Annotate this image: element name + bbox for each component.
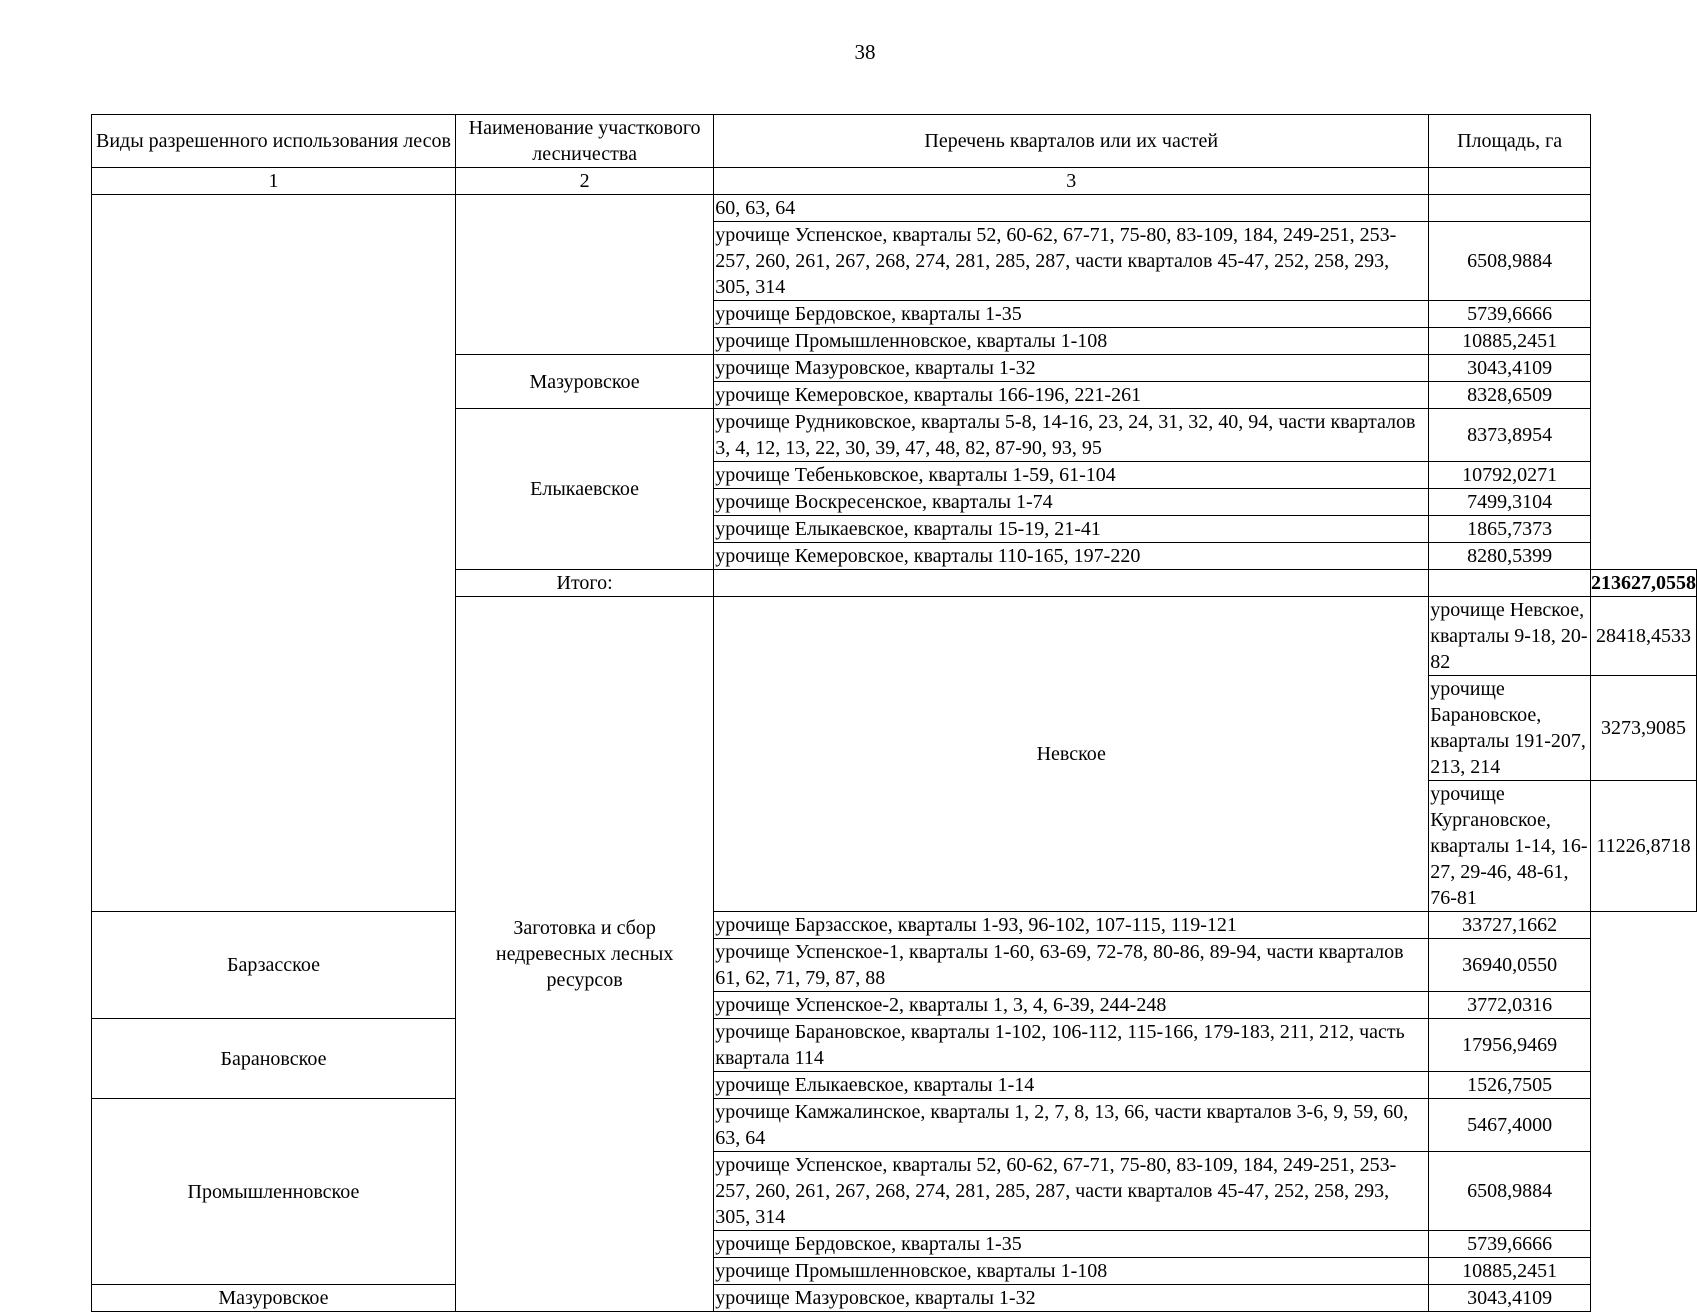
forestry-cell: Мазуровское <box>455 355 713 409</box>
total-empty-cell <box>1429 570 1591 597</box>
forest-use-table <box>91 114 1697 1312</box>
table-row <box>92 1285 1697 1312</box>
quarters-cell: урочище Промышленновское, кварталы 1-108 <box>714 1258 1429 1285</box>
col-number-1: 1 <box>92 168 456 195</box>
quarters-cell: 60, 63, 64 <box>714 195 1429 222</box>
quarters-cell: урочище Тебеньковское, кварталы 1-59, 61-104 <box>714 462 1429 489</box>
page-number: 38 <box>854 40 876 64</box>
quarters-cell: урочище Кемеровское, кварталы 166-196, 221-261 <box>714 382 1429 409</box>
quarters-cell: урочище Мазуровское, кварталы 1-32 <box>714 1285 1429 1312</box>
header-quarters-list: Перечень кварталов или их частей <box>714 115 1429 168</box>
header-forestry-name: Наименование участкового лесничества <box>455 115 713 168</box>
table-row <box>92 912 1697 939</box>
area-cell: 3772,0316 <box>1429 992 1591 1019</box>
area-cell: 10885,2451 <box>1429 1258 1591 1285</box>
quarters-cell: урочище Рудниковское, кварталы 5-8, 14-16, 23, 24, 31, 32, 40, 94, части кварталов 3, 4, 12, 13, 22, 30, 39, 47, 48, 82, 87-90, 93, 95 <box>714 409 1429 462</box>
total-empty-cell <box>714 570 1429 597</box>
header-row <box>92 115 1697 168</box>
header-use-type: Виды разрешенного использования лесов <box>92 115 456 168</box>
col-number-4 <box>1429 168 1591 195</box>
area-cell: 1865,7373 <box>1429 516 1591 543</box>
total-label: Итого: <box>455 570 713 597</box>
area-cell: 6508,9884 <box>1429 1152 1591 1231</box>
area-cell: 5739,6666 <box>1429 301 1591 328</box>
area-cell: 3043,4109 <box>1429 1285 1591 1312</box>
table-row <box>92 1099 1697 1152</box>
quarters-cell: урочище Успенское-2, кварталы 1, 3, 4, 6-39, 244-248 <box>714 992 1429 1019</box>
area-cell: 1526,7505 <box>1429 1072 1591 1099</box>
quarters-cell: урочище Кургановское, кварталы 1-14, 16-27, 29-46, 48-61, 76-81 <box>1429 781 1591 912</box>
quarters-cell: урочище Кемеровское, кварталы 110-165, 197-220 <box>714 543 1429 570</box>
total-value: 213627,0558 <box>1591 570 1697 597</box>
quarters-cell: урочище Бердовское, кварталы 1-35 <box>714 301 1429 328</box>
forestry-cell: Мазуровское <box>92 1285 456 1312</box>
area-cell: 36940,0550 <box>1429 939 1591 992</box>
area-cell: 33727,1662 <box>1429 912 1591 939</box>
quarters-cell: урочище Успенское, кварталы 52, 60-62, 67-71, 75-80, 83-109, 184, 249-251, 253-257, 260, 261, 267, 268, 274, 281, 285, 287, части кварталов 45-47, 252, 258, 293, 305, 314 <box>714 1152 1429 1231</box>
quarters-cell: урочище Бердовское, кварталы 1-35 <box>714 1231 1429 1258</box>
area-cell: 8373,8954 <box>1429 409 1591 462</box>
forestry-cell: Барзасское <box>92 912 456 1019</box>
table-row <box>92 195 1697 222</box>
forestry-cell: Невское <box>714 597 1429 912</box>
quarters-cell: урочище Елыкаевское, кварталы 15-19, 21-41 <box>714 516 1429 543</box>
area-cell: 7499,3104 <box>1429 489 1591 516</box>
quarters-cell: урочище Елыкаевское, кварталы 1-14 <box>714 1072 1429 1099</box>
area-cell <box>1429 195 1591 222</box>
area-cell: 5739,6666 <box>1429 1231 1591 1258</box>
quarters-cell: урочище Невское, кварталы 9-18, 20-82 <box>1429 597 1591 676</box>
use-type-cell: Заготовка и сбор недревесных лесных ресурсов <box>455 597 713 1312</box>
area-cell: 8280,5399 <box>1429 543 1591 570</box>
quarters-cell: урочище Успенское-1, кварталы 1-60, 63-69, 72-78, 80-86, 89-94, части кварталов 61, 62, 71, 79, 87, 88 <box>714 939 1429 992</box>
column-number-row <box>92 168 1697 195</box>
area-cell: 8328,6509 <box>1429 382 1591 409</box>
header-area: Площадь, га <box>1429 115 1591 168</box>
quarters-cell: урочище Камжалинское, кварталы 1, 2, 7, 8, 13, 66, части кварталов 3-6, 9, 59, 60, 63, 64 <box>714 1099 1429 1152</box>
area-cell: 5467,4000 <box>1429 1099 1591 1152</box>
forestry-cell <box>455 195 713 355</box>
quarters-cell: урочище Барзасское, кварталы 1-93, 96-102, 107-115, 119-121 <box>714 912 1429 939</box>
area-cell: 6508,9884 <box>1429 222 1591 301</box>
area-cell: 11226,8718 <box>1591 781 1697 912</box>
area-cell: 17956,9469 <box>1429 1019 1591 1072</box>
quarters-cell: урочище Успенское, кварталы 52, 60-62, 67-71, 75-80, 83-109, 184, 249-251, 253-257, 260, 261, 267, 268, 274, 281, 285, 287, части кварталов 45-47, 252, 258, 293, 305, 314 <box>714 222 1429 301</box>
quarters-cell: урочище Промышленновское, кварталы 1-108 <box>714 328 1429 355</box>
area-cell: 10885,2451 <box>1429 328 1591 355</box>
area-cell: 3043,4109 <box>1429 355 1591 382</box>
quarters-cell: урочище Воскресенское, кварталы 1-74 <box>714 489 1429 516</box>
quarters-cell: урочище Мазуровское, кварталы 1-32 <box>714 355 1429 382</box>
table-row <box>92 1019 1697 1072</box>
col-number-3: 3 <box>714 168 1429 195</box>
area-cell: 28418,4533 <box>1591 597 1697 676</box>
forestry-cell: Промышленновское <box>92 1099 456 1285</box>
use-type-cell <box>92 195 456 912</box>
col-number-2: 2 <box>455 168 713 195</box>
quarters-cell: урочище Барановское, кварталы 191-207, 213, 214 <box>1429 676 1591 781</box>
quarters-cell: урочище Барановское, кварталы 1-102, 106-112, 115-166, 179-183, 211, 212, часть квартала 114 <box>714 1019 1429 1072</box>
area-cell: 3273,9085 <box>1591 676 1697 781</box>
forestry-cell: Елыкаевское <box>455 409 713 570</box>
area-cell: 10792,0271 <box>1429 462 1591 489</box>
forestry-cell: Барановское <box>92 1019 456 1099</box>
